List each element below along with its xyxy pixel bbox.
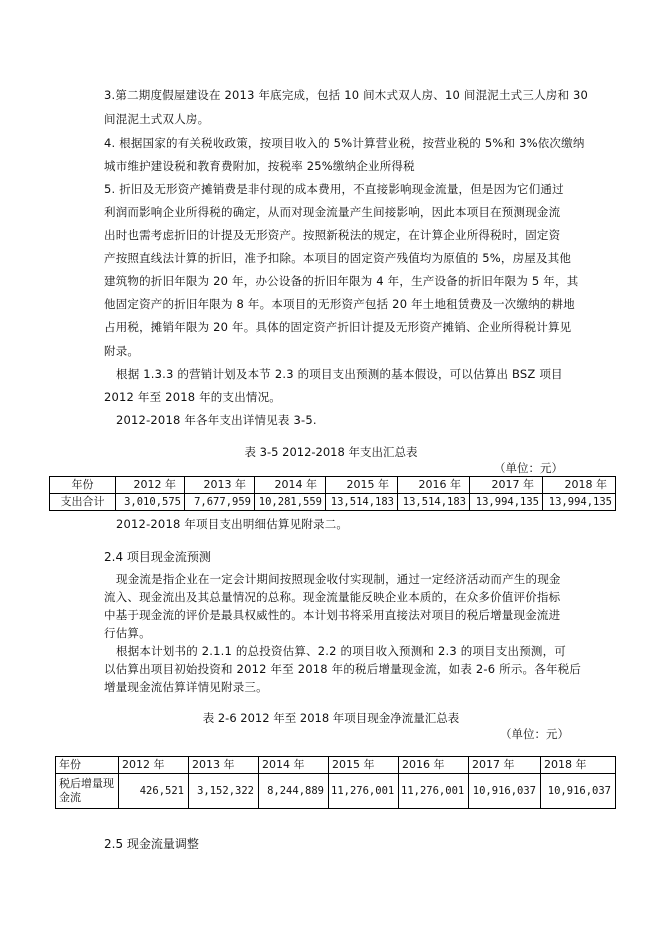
- table1-header-row: [50, 477, 616, 494]
- table1-value-2014: 10,281,559: [255, 494, 326, 511]
- table2-year-2015: 2015 年: [329, 757, 399, 774]
- table1-year-2012: 2012 年: [116, 477, 185, 494]
- table1-value-2013: 7,677,959: [185, 494, 255, 511]
- section-2-4-heading: 2.4 项目现金流预测: [104, 550, 211, 564]
- table2-year-2014: 2014 年: [259, 757, 329, 774]
- para-assumption-3-line-2: 间混泥土式双人房。: [104, 112, 210, 126]
- section-2-4-line-2: 流入、现金流出及其总量情况的总称。现金流量能反映企业本质的，在众多价值评价指标: [104, 590, 561, 604]
- table2-value-2017: 10,916,037: [469, 774, 541, 809]
- para-estimate-line-2: 2012 年至 2018 年的支出情况。: [104, 390, 281, 404]
- table2-value-2013: 3,152,322: [189, 774, 259, 809]
- table1-year-2015: 2015 年: [326, 477, 398, 494]
- table1-value-2017: 13,994,135: [470, 494, 543, 511]
- table2-value-2015: 11,276,001: [329, 774, 399, 809]
- section-2-4-line-6: 以估算出项目初始投资和 2012 年至 2018 年的税后增量现金流，如表 2-6 所示。各年税后: [104, 662, 582, 676]
- table2-value-row: [56, 774, 616, 809]
- table2-value-2018: 10,916,037: [541, 774, 616, 809]
- table2-year-2016: 2016 年: [399, 757, 469, 774]
- table1-year-2016: 2016 年: [398, 477, 470, 494]
- table2-value-2012: 426,521: [119, 774, 189, 809]
- table1-row-label: 支出合计: [50, 494, 116, 511]
- table2-year-2012: 2012 年: [119, 757, 189, 774]
- table2-unit: （单位：元）: [500, 727, 569, 741]
- section-2-4-line-5: 根据本计划书的 2.1.1 的总投资估算、2.2 的项目收入预测和 2.3 的项目支出预测，可: [116, 644, 567, 658]
- para-assumption-5-line-2: 利润而影响企业所得税的确定，从而对现金流量产生间接影响，因此本项目在预测现金流: [104, 205, 561, 219]
- cash-flow-summary-table: [55, 756, 616, 809]
- section-2-4-line-4: 行估算。: [104, 626, 151, 640]
- table1-year-2013: 2013 年: [185, 477, 255, 494]
- table1-caption: 表 3-5 2012-2018 年支出汇总表: [244, 445, 418, 459]
- section-2-4-line-7: 增量现金流估算详情见附录三。: [104, 680, 268, 694]
- table2-year-2017: 2017 年: [469, 757, 541, 774]
- section-2-4-line-1: 现金流是指企业在一定会计期间按照现金收付实现制，通过一定经济活动而产生的现金: [116, 572, 561, 586]
- table2-year-2013: 2013 年: [189, 757, 259, 774]
- para-assumption-5-line-6: 他固定资产的折旧年限为 8 年。本项目的无形资产包括 20 年土地租赁费及一次缴纳的耕地: [104, 297, 575, 311]
- para-assumption-5-line-4: 产按照直线法计算的折旧，准予扣除。本项目的固定资产残值均为原值的 5%，房屋及其他: [104, 251, 572, 265]
- table2-row-label: 税后增量现金流: [56, 774, 119, 809]
- section-2-4-line-3: 中基于现金流的评价是最具权威性的。本计划书将采用直接法对项目的税后增量现金流进: [104, 608, 561, 622]
- table2-header-row: [56, 757, 616, 774]
- para-assumption-5-line-1: 5. 折旧及无形资产摊销费是非付现的成本费用，不直接影响现金流量，但是因为它们通过: [104, 182, 564, 196]
- table2-caption: 表 2-6 2012 年至 2018 年项目现金净流量汇总表: [202, 711, 460, 725]
- table1-year-2014: 2014 年: [255, 477, 326, 494]
- para-assumption-3-line-1: 3.第二期度假屋建设在 2013 年底完成，包括 10 间木式双人房、10 间混泥土式三人房和 30: [104, 88, 589, 102]
- para-table-ref: 2012-2018 年各年支出详情见表 3-5.: [116, 413, 317, 427]
- table2-value-2014: 8,244,889: [259, 774, 329, 809]
- table1-note: 2012-2018 年项目支出明细估算见附录二。: [116, 517, 349, 531]
- table1-value-2018: 13,994,135: [543, 494, 616, 511]
- para-assumption-5-line-7: 占用税，摊销年限为 20 年。具体的固定资产折旧计提及无形资产摊销、企业所得税计算见: [104, 320, 572, 334]
- para-assumption-5-line-5: 建筑物的折旧年限为 20 年，办公设备的折旧年限为 4 年，生产设备的折旧年限为 5 年，其: [104, 274, 579, 288]
- table1-year-2017: 2017 年: [470, 477, 543, 494]
- table1-value-2016: 13,514,183: [398, 494, 470, 511]
- table1-value-row: [50, 494, 616, 511]
- para-assumption-4-line-2: 城市维护建设税和教育费附加，按税率 25%缴纳企业所得税: [104, 159, 415, 173]
- table2-year-2018: 2018 年: [541, 757, 616, 774]
- table2-header-label: 年份: [56, 757, 119, 774]
- para-assumption-5-line-8: 附录。: [104, 344, 140, 358]
- table1-value-2012: 3,010,575: [116, 494, 185, 511]
- table2-value-2016: 11,276,001: [399, 774, 469, 809]
- table1-value-2015: 13,514,183: [326, 494, 398, 511]
- table1-header-label: 年份: [50, 477, 116, 494]
- section-2-5-heading: 2.5 现金流量调整: [104, 837, 199, 851]
- table1-unit: （单位：元）: [494, 461, 563, 475]
- para-assumption-5-line-3: 出时也需考虑折旧的计提及无形资产。按照新税法的规定，在计算企业所得税时，固定资: [104, 228, 561, 242]
- expense-summary-table: [49, 476, 616, 511]
- para-estimate-line-1: 根据 1.3.3 的营销计划及本节 2.3 的项目支出预测的基本假设，可以估算出 BSZ 项目: [116, 367, 563, 381]
- para-assumption-4-line-1: 4. 根据国家的有关税收政策，按项目收入的 5%计算营业税，按营业税的 5%和 3%依次缴纳: [104, 136, 585, 150]
- table1-year-2018: 2018 年: [543, 477, 616, 494]
